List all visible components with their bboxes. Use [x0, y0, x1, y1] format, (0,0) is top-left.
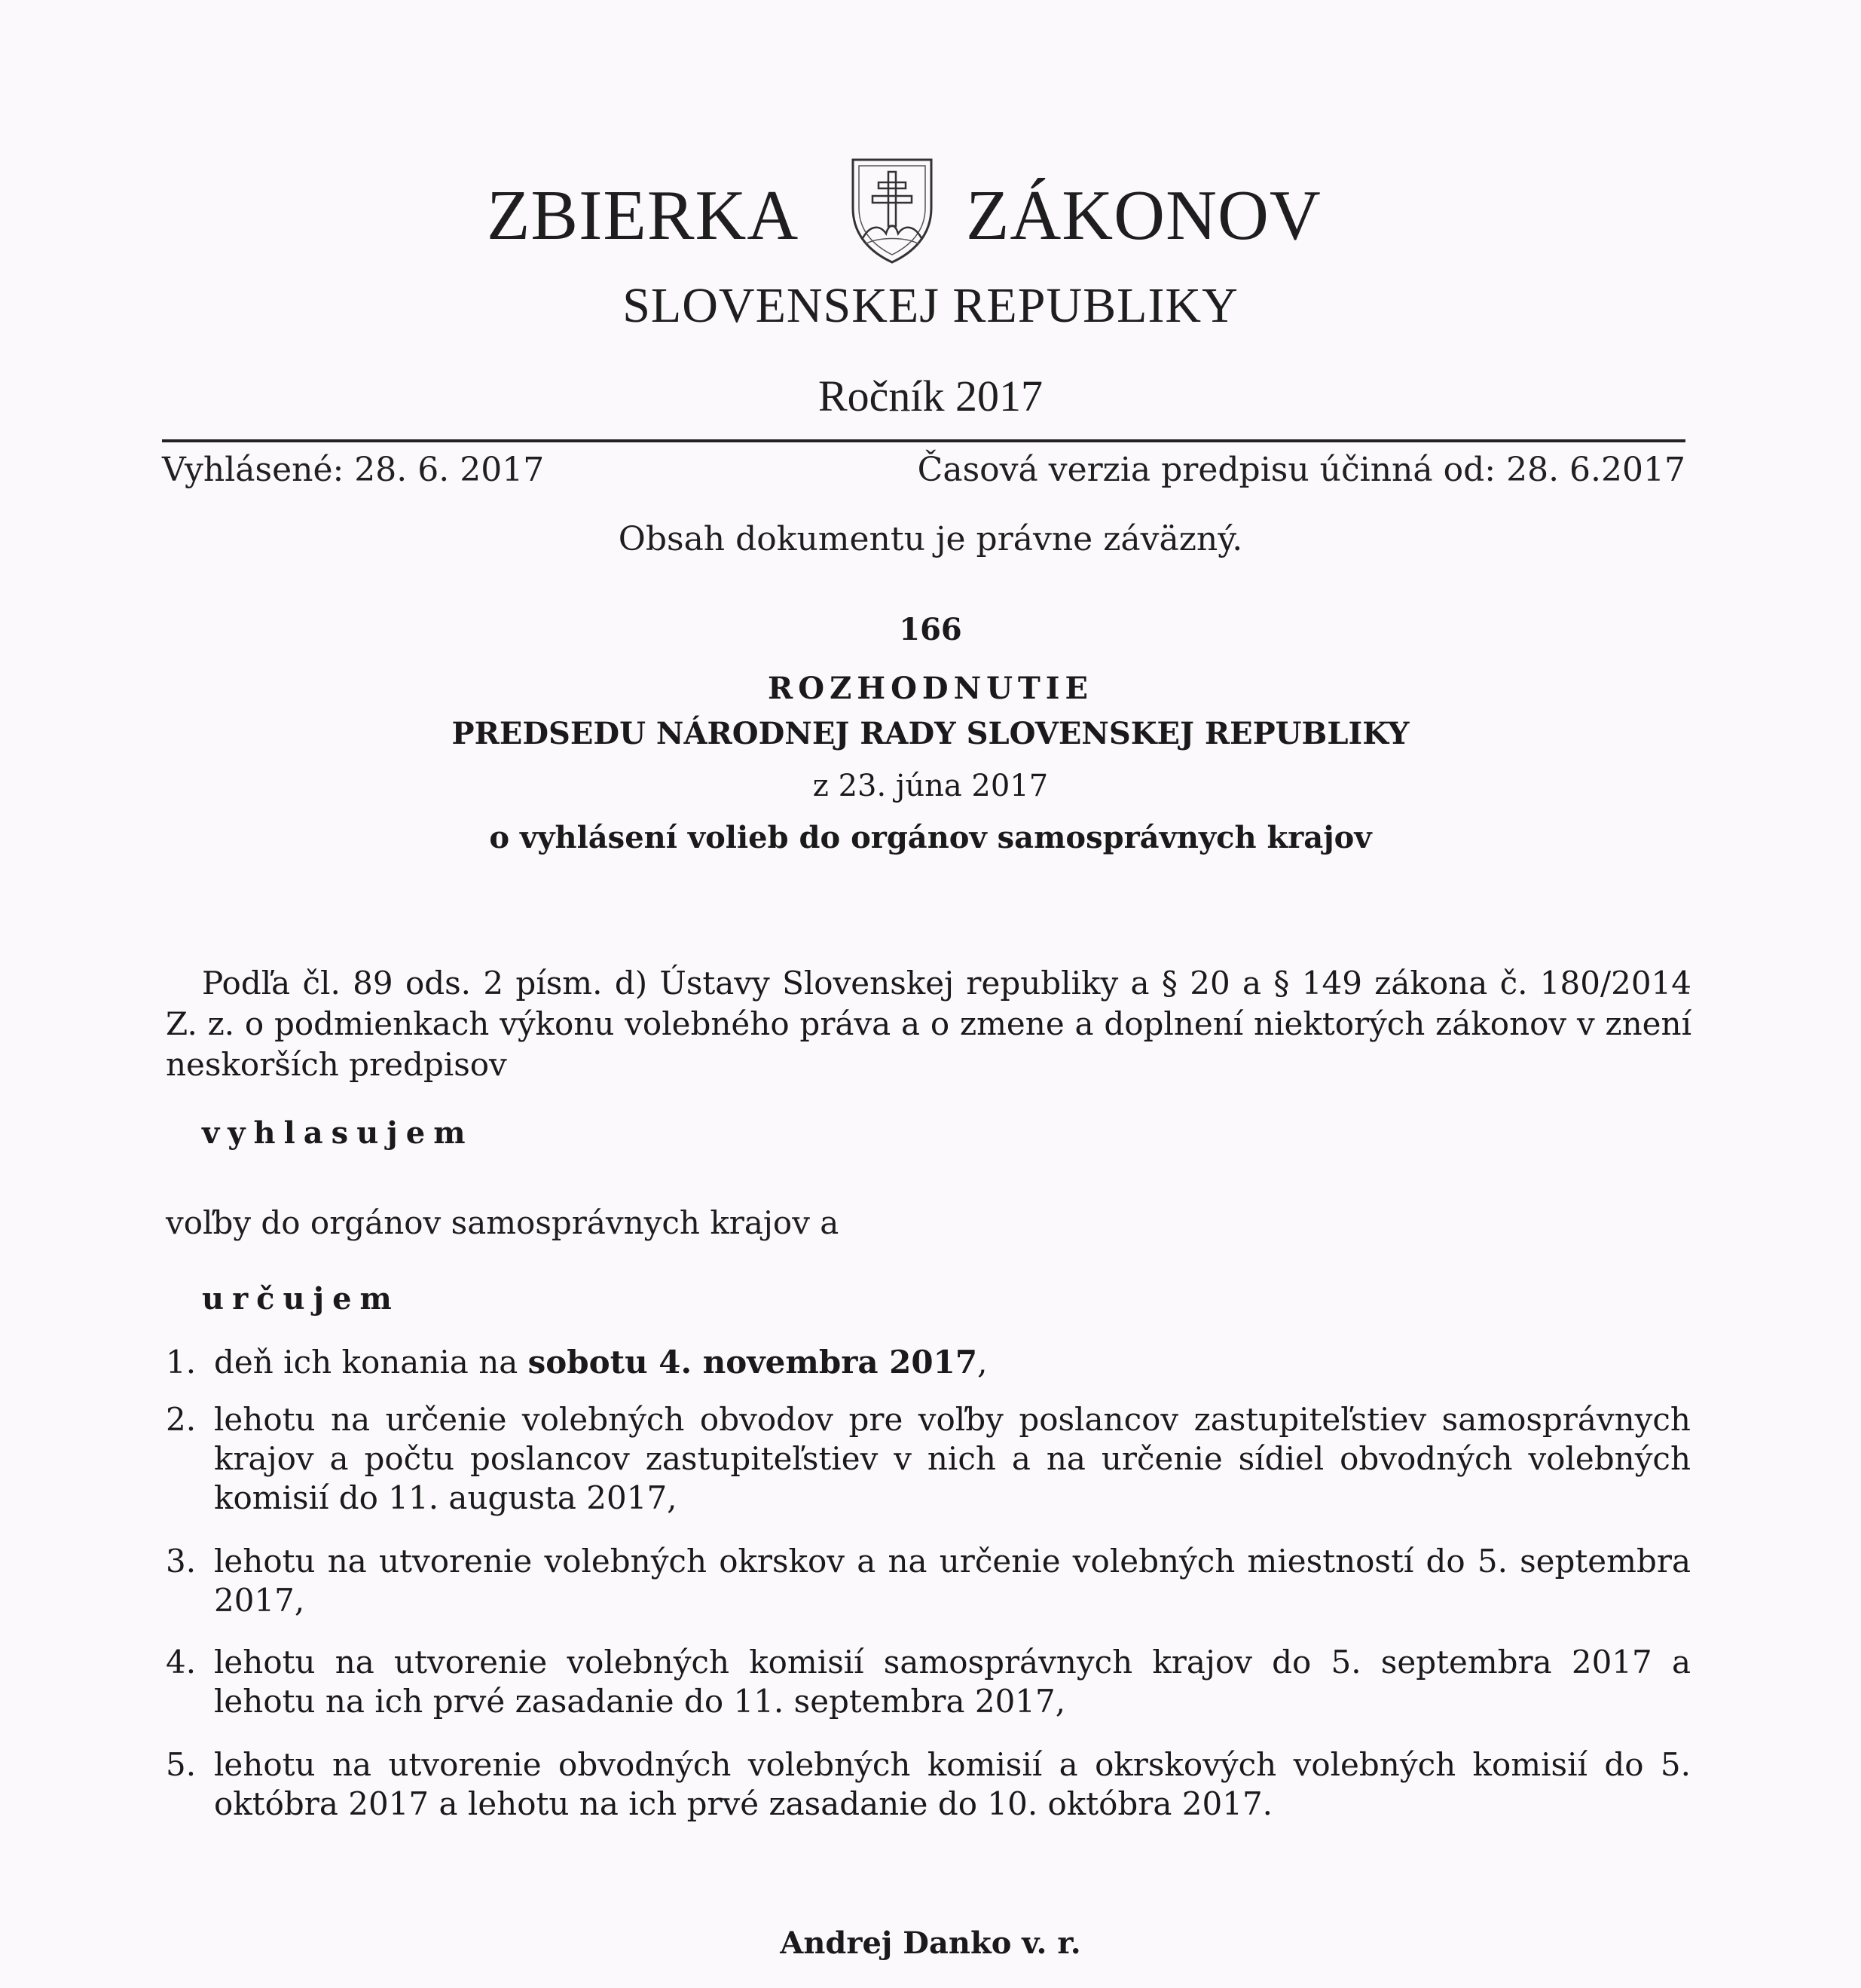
announce-verb: vyhlasujem	[202, 1115, 474, 1151]
list-item-text: lehotu na určenie volebných obvodov pre voľby poslancov zastupiteľstiev samosprávnych krajov a počtu poslancov zastupiteľstiev v nich a na určenie sídiel obvodných volebných komisií do 11. augusta 2017,	[214, 1401, 1691, 1516]
list-item-number: 2.	[166, 1401, 197, 1438]
masthead-subtitle: SLOVENSKEJ REPUBLIKY	[622, 278, 1239, 333]
determine-verb: určujem	[202, 1281, 400, 1317]
document-subject: o vyhlásení volieb do orgánov samosprávnych krajov	[489, 820, 1372, 855]
document-number: 166	[899, 612, 962, 647]
list-item-text: lehotu na utvorenie obvodných volebných komisií a okrskových volebných komisií do 5. októbra 2017 a lehotu na ich prvé zasadanie do 10. októbra 2017.	[214, 1746, 1691, 1822]
masthead-title-right: ZÁKONOV	[966, 176, 1322, 255]
list-item-text-part: ,	[977, 1344, 988, 1381]
binding-note: Obsah dokumentu je právne záväzný.	[618, 520, 1243, 558]
volume-year: Ročník 2017	[817, 372, 1044, 421]
list-item-number: 5.	[166, 1746, 197, 1783]
slovak-coat-of-arms-icon	[848, 155, 936, 265]
list-item-number: 1.	[166, 1344, 197, 1381]
document-date: z 23. júna 2017	[812, 769, 1049, 803]
elections-line: voľby do orgánov samosprávnych krajov a	[166, 1204, 839, 1241]
election-day: sobotu 4. novembra 2017	[527, 1344, 978, 1381]
list-item-text: lehotu na utvorenie volebných komisií samosprávnych krajov do 5. septembra 2017 a lehotu na ich prvé zasadanie do 11. septembra 2017,	[214, 1644, 1691, 1720]
list-item-text	[214, 1343, 1691, 1382]
intro-paragraph: Podľa čl. 89 ods. 2 písm. d) Ústavy Slovenskej republiky a § 20 a § 149 zákona č. 180/2014 Z. z. o podmienkach výkonu volebného práva a o zmene a doplnení niektorých zákonov v znení neskorších predpisov	[166, 965, 1691, 1083]
header-divider	[162, 439, 1685, 442]
masthead-title-left: ZBIERKA	[487, 176, 799, 255]
effective-date: Časová verzia predpisu účinná od: 28. 6.2017	[917, 451, 1685, 489]
published-date: Vyhlásené: 28. 6. 2017	[162, 451, 545, 489]
list-item-text: lehotu na utvorenie volebných okrskov a na určenie volebných miestností do 5. septembra 2017,	[214, 1543, 1691, 1619]
list-item-number: 3.	[166, 1543, 197, 1580]
document-kind: ROZHODNUTIE	[767, 671, 1094, 706]
document-issuer: PREDSEDU NÁRODNEJ RADY SLOVENSKEJ REPUBLIKY	[451, 716, 1410, 751]
list-item-number: 4.	[166, 1644, 197, 1681]
signature: Andrej Danko v. r.	[780, 1925, 1081, 1961]
list-item-text-part: deň ich konania na	[214, 1344, 528, 1381]
